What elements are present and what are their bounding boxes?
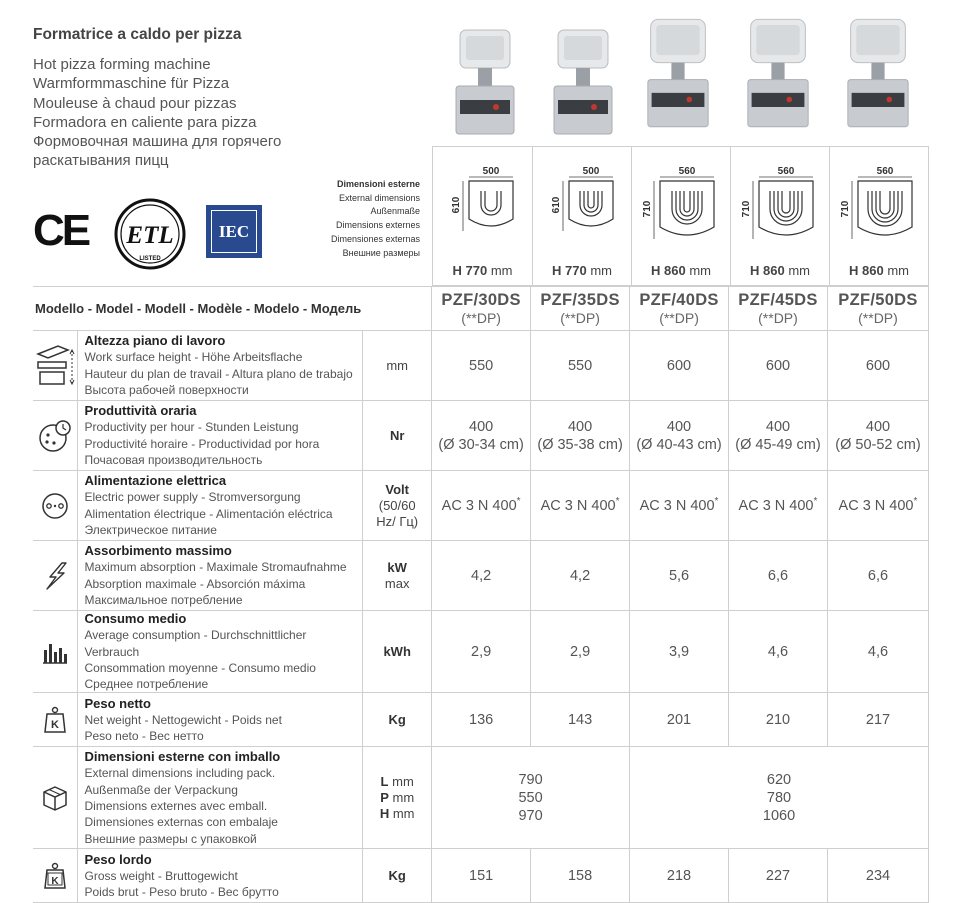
dimension-height: H 770 mm: [551, 263, 612, 278]
max-absorption-value: 6,6: [729, 541, 828, 611]
dimension-width: 500: [582, 166, 600, 177]
net-weight-value: 143: [531, 693, 630, 747]
machine-image-pzf50: [845, 14, 911, 134]
avg-consumption-description: Consumo medio Average consumption - Durchschnittlicher Verbrauch Consommation moyenne - Consumo medio Среднее потребление: [78, 611, 363, 693]
packed-dimensions-group-small: 790 550 970: [432, 747, 630, 849]
table-row-power-supply: [33, 471, 929, 541]
dimension-label-en: External dimensions: [338, 192, 420, 203]
dimension-depth: 610: [551, 196, 562, 214]
gross-weight-value: 218: [630, 849, 729, 903]
table-row-max-absorption: [33, 541, 929, 611]
avg-consumption-value: 3,9: [630, 611, 729, 693]
power-plug-icon: [33, 471, 78, 541]
dimension-drawing-pzf50: [829, 147, 928, 287]
worktop-description: Altezza piano di lavoro Work surface height - Höhe Arbeitsflache Hauteur du plan de travail - Altura plano de trabajo Высота рабочей поверхности: [78, 331, 363, 401]
power-supply-value: AC 3 N 400*: [630, 471, 729, 541]
dimension-labels: [331, 178, 420, 260]
gross-weight-unit: Kg: [363, 849, 432, 903]
packed-dimensions-group-large: 620 780 1060: [630, 747, 929, 849]
dimension-drawing-pzf35: [532, 147, 631, 287]
dimension-label-it: Dimensioni esterne: [336, 179, 420, 189]
machine-image-pzf40: [645, 14, 711, 134]
model-header-row: [33, 287, 929, 331]
dimension-drawings: [432, 146, 929, 286]
dimension-width: 560: [876, 166, 894, 177]
gross-weight-value: 234: [827, 849, 928, 903]
translation-fr: Mouleuse à chaud pour pizzas: [33, 94, 237, 112]
power-supply-value: AC 3 N 400*: [432, 471, 531, 541]
pizza-clock-icon: [33, 401, 78, 471]
power-supply-value: AC 3 N 400*: [531, 471, 630, 541]
etl-logo-subtext: LISTED: [139, 256, 161, 262]
dimension-drawing-pzf45: [730, 147, 829, 287]
worktop-value: 600: [729, 331, 828, 401]
net-weight-description: Peso netto Net weight - Nettogewicht - Poids net Peso neto - Вес нетто: [78, 693, 363, 747]
max-absorption-value: 4,2: [531, 541, 630, 611]
max-absorption-value: 6,6: [827, 541, 928, 611]
model-pzf45: PZF/45DS (**DP): [729, 287, 828, 331]
worktop-value: 600: [827, 331, 928, 401]
table-row-net-weight: [33, 693, 929, 747]
worktop-unit: mm: [363, 331, 432, 401]
gross-weight-description: Peso lordo Gross weight - Bruttogewicht Poids brut - Peso bruto - Вес брутто: [78, 849, 363, 903]
avg-consumption-value: 2,9: [531, 611, 630, 693]
model-pzf40: PZF/40DS (**DP): [630, 287, 729, 331]
translation-es: Formadora en caliente para pizza: [33, 113, 257, 131]
packed-dimensions-description: Dimensioni esterne con imballo External dimensions including pack. Außenmaße der Verpackung Dimensions externes avec emball. Dimensiones externas con embalaje Внешние размеры с упаковкой: [78, 747, 363, 849]
max-absorption-value: 4,2: [432, 541, 531, 611]
ce-logo: CE: [33, 206, 89, 255]
dimension-height: H 860 mm: [650, 263, 711, 278]
iec-logo-text: IEC: [211, 210, 257, 253]
etl-listed-logo: [113, 197, 187, 271]
productivity-value: 400 (Ø 40-43 cm): [630, 401, 729, 471]
productivity-unit: Nr: [363, 401, 432, 471]
dimension-depth: 710: [840, 200, 851, 218]
dimension-label-de: Außenmaße: [370, 206, 420, 217]
worktop-value: 550: [432, 331, 531, 401]
productivity-value: 400 (Ø 30-34 cm): [432, 401, 531, 471]
bar-chart-icon: [33, 611, 78, 693]
package-box-icon: [33, 747, 78, 849]
iec-logo: [206, 205, 262, 258]
dimension-drawing-pzf30: [433, 147, 532, 287]
packed-dimensions-unit: L mm P mm H mm: [363, 747, 432, 849]
translation-en: Hot pizza forming machine: [33, 56, 211, 73]
productivity-value: 400 (Ø 45-49 cm): [729, 401, 828, 471]
dimension-drawing-pzf40: [631, 147, 730, 287]
productivity-value: 400 (Ø 35-38 cm): [531, 401, 630, 471]
gross-weight-value: 227: [729, 849, 828, 903]
net-weight-value: 136: [432, 693, 531, 747]
avg-consumption-value: 2,9: [432, 611, 531, 693]
table-row-productivity: [33, 401, 929, 471]
avg-consumption-unit: kWh: [363, 611, 432, 693]
dimension-label-es: Dimensiones externas: [330, 233, 420, 244]
etl-logo-text: ETL: [126, 222, 174, 249]
worktop-value: 600: [630, 331, 729, 401]
table-row-packed-dimensions: [33, 747, 929, 849]
power-supply-value: AC 3 N 400*: [827, 471, 928, 541]
worktop-value: 550: [531, 331, 630, 401]
dimension-label-ru: Внешние размеры: [342, 247, 420, 258]
spec-table: [33, 286, 929, 903]
dimension-depth: 610: [451, 196, 462, 214]
machine-image-pzf30: [452, 22, 518, 142]
productivity-description: Produttività oraria Productivity per hour - Stunden Leistung Productivité horaire - Productividad por hora Почасовая производительность: [78, 401, 363, 471]
model-header-label: Modello - Model - Modell - Modèle - Modelo - Модель: [33, 287, 432, 331]
dimension-depth: 710: [741, 200, 752, 218]
dimension-width: 560: [777, 166, 795, 177]
max-absorption-unit: kW max: [363, 541, 432, 611]
avg-consumption-value: 4,6: [729, 611, 828, 693]
weight-icon: [33, 693, 78, 747]
dimension-height: H 860 mm: [848, 263, 909, 278]
gross-weight-value: 151: [432, 849, 531, 903]
avg-consumption-value: 4,6: [827, 611, 928, 693]
translation-ru-2: раскатывания пицц: [33, 152, 169, 170]
table-row-gross-weight: [33, 849, 929, 903]
power-supply-value: AC 3 N 400*: [729, 471, 828, 541]
translation-ru: Формовочная машина для горячего: [33, 133, 282, 151]
model-pzf35: PZF/35DS (**DP): [531, 287, 630, 331]
net-weight-value: 210: [729, 693, 828, 747]
productivity-value: 400 (Ø 50-52 cm): [827, 401, 928, 471]
net-weight-value: 201: [630, 693, 729, 747]
max-absorption-description: Assorbimento massimo Maximum absorption - Maximale Stromaufnahme Absorption maximale - Absorción máxima Максимальное потребление: [78, 541, 363, 611]
net-weight-value: 217: [827, 693, 928, 747]
dimension-height: H 770 mm: [452, 263, 513, 278]
table-row-worktop: [33, 331, 929, 401]
title-translations: [33, 55, 281, 171]
page-title: Formatrice a caldo per pizza: [33, 26, 242, 43]
model-pzf30: PZF/30DS (**DP): [432, 287, 531, 331]
gross-weight-value: 158: [531, 849, 630, 903]
svg-text:K: K: [51, 875, 59, 887]
dimension-width: 500: [482, 166, 500, 177]
dimension-height: H 860 mm: [749, 263, 810, 278]
dimension-depth: 710: [642, 200, 653, 218]
dimension-label-fr: Dimensions externes: [335, 220, 420, 231]
table-row-avg-consumption: [33, 611, 929, 693]
lightning-icon: [33, 541, 78, 611]
machine-image-pzf45: [745, 14, 811, 134]
translation-de: Warmformmaschine für Pizza: [33, 75, 230, 93]
worktop-height-icon: [33, 331, 78, 401]
dimension-width: 560: [678, 166, 696, 177]
net-weight-unit: Kg: [363, 693, 432, 747]
power-supply-unit: Volt (50/60 Hz/ Гц): [363, 471, 432, 541]
model-pzf50: PZF/50DS (**DP): [827, 287, 928, 331]
power-supply-description: Alimentazione elettrica Electric power supply - Stromversorgung Alimentation électrique - Alimentación eléctrica Электрическое питание: [78, 471, 363, 541]
svg-text:K: K: [51, 718, 60, 731]
max-absorption-value: 5,6: [630, 541, 729, 611]
gross-weight-icon: [33, 849, 78, 903]
machine-image-pzf35: [550, 22, 616, 142]
